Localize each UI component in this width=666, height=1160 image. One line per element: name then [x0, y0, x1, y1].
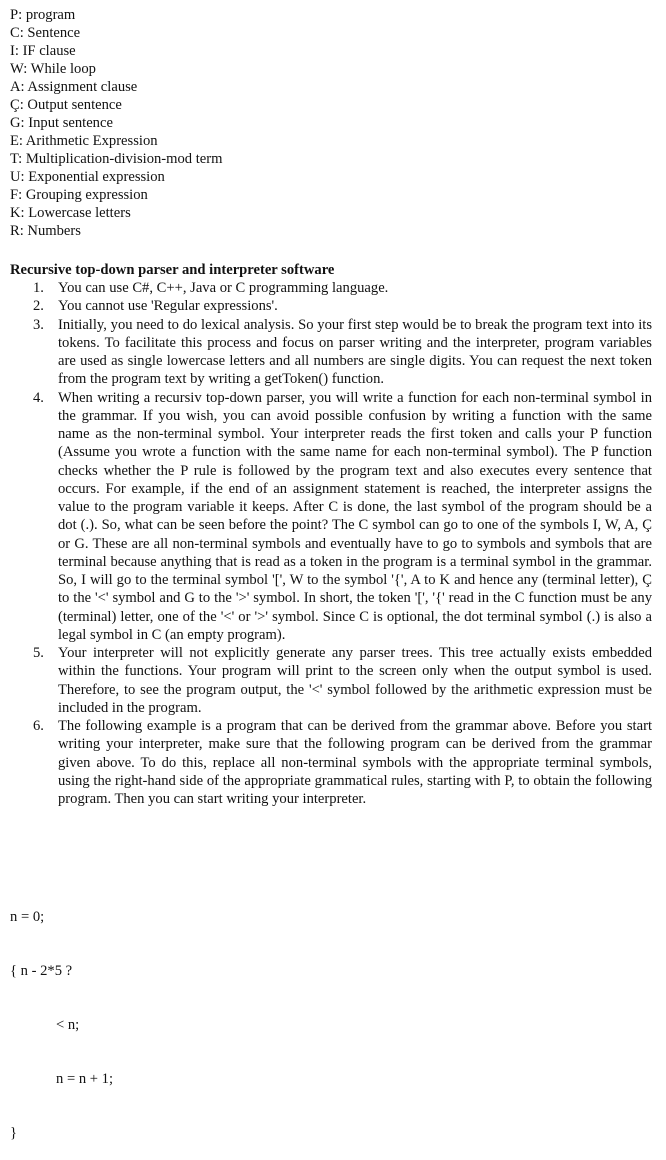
legend-line: W: While loop: [10, 61, 96, 77]
code-line: < n;: [56, 1017, 80, 1033]
code-line: n = n + 1;: [56, 1071, 113, 1087]
legend-line: U: Exponential expression: [10, 169, 165, 185]
list-item-text: You cannot use 'Regular expressions'.: [58, 298, 278, 315]
legend-line: Ç: Output sentence: [10, 97, 122, 113]
instruction-list: [10, 279, 656, 808]
list-item: [33, 644, 656, 717]
example-program: [10, 872, 113, 1160]
list-item-text: The following example is a program that can be derived from the grammar above. Before you start writing your interpreter, make sure that the following program can be derived from the grammar given above. To do this, replace all non-terminal symbols with the appropriate terminal symbols, using the right-hand side of the appropriate grammatical rules, starting with P, to obtain the following program. Then you can start writing your interpreter.: [58, 718, 652, 807]
list-number: 6.: [33, 718, 44, 734]
code-line: n = 0;: [10, 909, 45, 925]
code-line: }: [10, 1125, 18, 1141]
document: [10, 6, 656, 808]
list-item: [33, 389, 656, 645]
list-item: [33, 297, 656, 315]
legend-line: P: program: [10, 7, 76, 23]
list-item: [33, 717, 656, 808]
legend-line: T: Multiplication-division-mod term: [10, 151, 223, 167]
list-number: 5.: [33, 645, 44, 661]
legend-line: I: IF clause: [10, 43, 76, 59]
legend-line: G: Input sentence: [10, 115, 113, 131]
list-item: [33, 279, 656, 297]
legend-line: C: Sentence: [10, 25, 81, 41]
list-item-text: When writing a recursiv top-down parser, you will write a function for each non-terminal symbol in the grammar. If you wish, you can avoid possible confusion by writing a function with the same name as the non-terminal symbol. Your interpreter reads the first token and calls your P function (Assume you wrote a function with the same name for each non-terminal symbol). The P function checks whether the P rule is followed by the program text and also executes every sentence that occurs. For example, if the end of an assignment statement is reached, the interpreter assigns the value to the program variable it keeps. After C is done, the last symbol of the program should be a dot (.). So, what can be seen before the point? The C symbol can go to one of the symbols I, W, A, Ç or G. These are all non-terminal symbols and eventually have to go to symbols and symbols that are terminal because anything that is read as a token in the program is a terminal symbol in the grammar. So, I will go to the terminal symbol '[', W to the symbol '{', A to K and hence any (terminal letter), Ç to the '<' symbol and G to the '>' symbol. In short, the token '[', '{' read in the C function must be any (terminal) letter, one of the '<' or '>' symbol. Since C is optional, the dot terminal symbol (.) is also a legal symbol in C (an empty program).: [58, 389, 652, 643]
list-item-text: Initially, you need to do lexical analysis. So your first step would be to break the program text into its tokens. To facilitate this process and focus on parser writing and the interpreter, program variables are used as single lowercase letters and all numbers are single digits. You can request the next token from the program text by writing a getToken() function.: [58, 316, 652, 388]
section-title: Recursive top-down parser and interpreter software: [10, 262, 335, 278]
legend-line: E: Arithmetic Expression: [10, 133, 158, 149]
legend-line: F: Grouping expression: [10, 187, 148, 203]
list-item-text: Your interpreter will not explicitly generate any parser trees. This tree actually exists embedded within the functions. Your program will print to the screen only when the output symbol is used. Therefore, to see the program output, the '<' symbol followed by the arithmetic expression must be included in the program.: [58, 645, 652, 716]
list-item: [33, 316, 656, 389]
list-number: 4.: [33, 389, 44, 406]
list-number: 1.: [33, 280, 44, 296]
list-number: 2.: [33, 298, 44, 315]
list-number: 3.: [33, 316, 44, 333]
grammar-legend: [10, 6, 656, 240]
code-line: { n - 2*5 ?: [10, 963, 73, 979]
legend-line: A: Assignment clause: [10, 79, 138, 95]
legend-line: R: Numbers: [10, 223, 81, 239]
legend-line: K: Lowercase letters: [10, 205, 131, 221]
list-item-text: You can use C#, C++, Java or C programming language.: [58, 280, 389, 296]
